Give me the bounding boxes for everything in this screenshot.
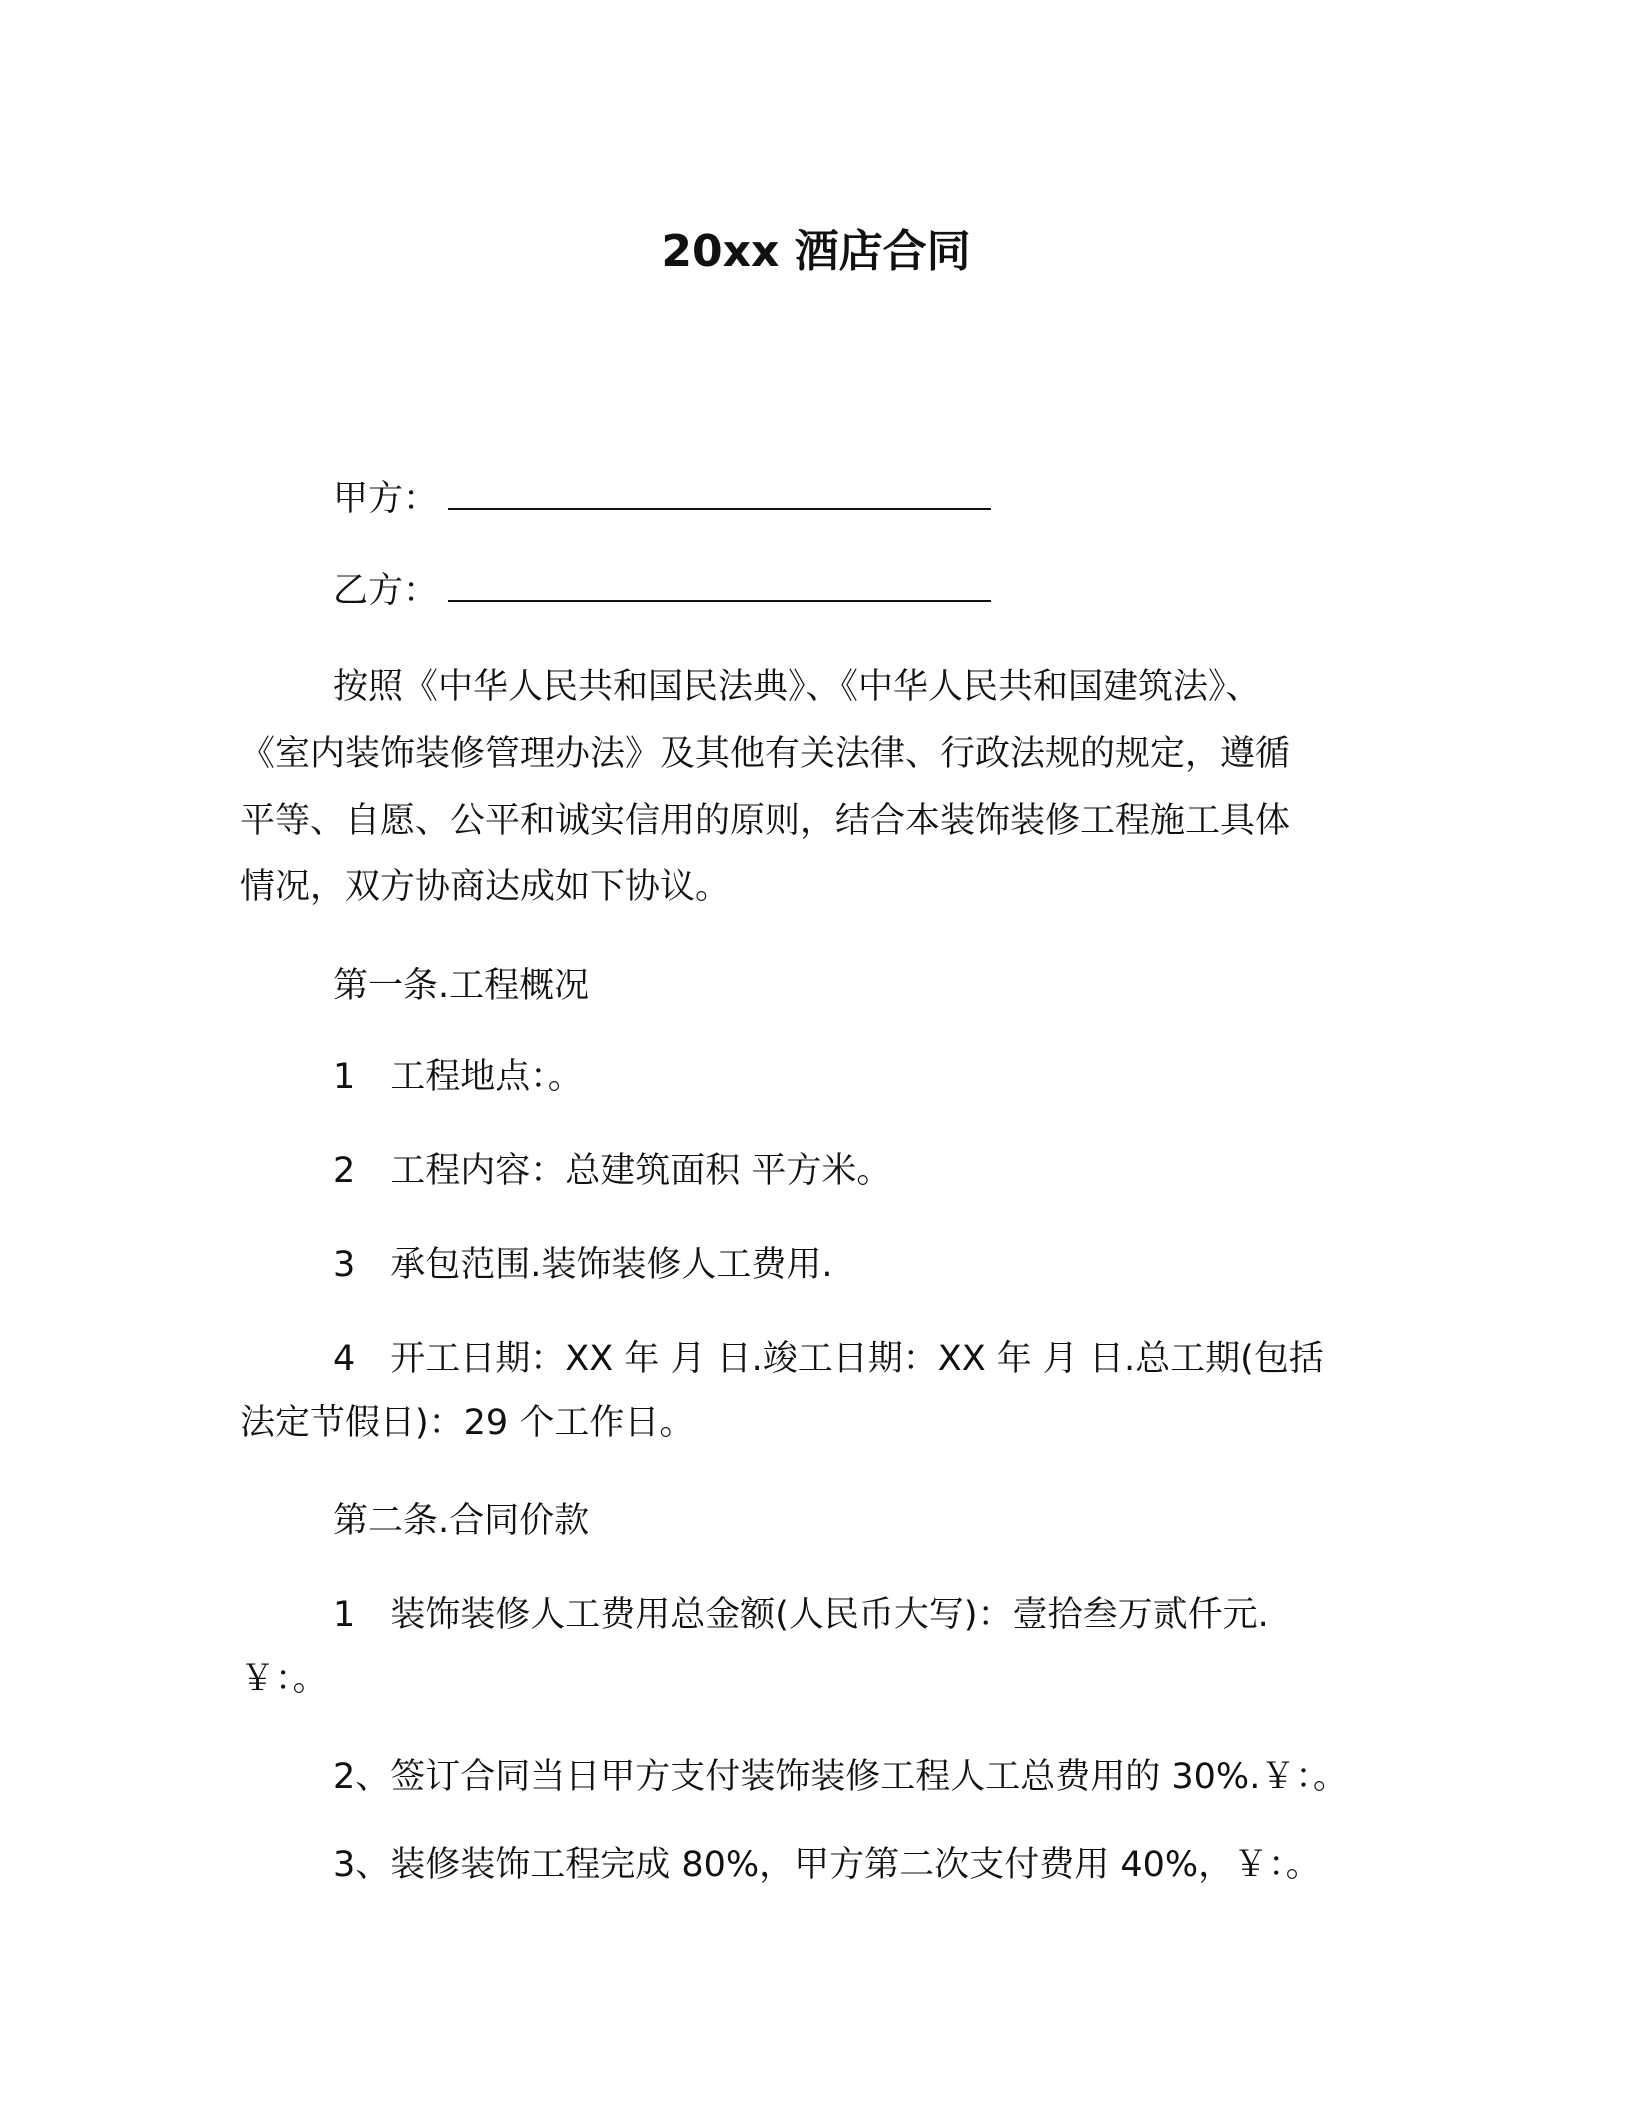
article-1-item-4-line-2: 法定节假日)：29 个工作日。 (240, 1403, 695, 1443)
party-a-blank (448, 474, 991, 510)
article-2-item-1-line-1: 1 装饰装修人工费用总金额(人民币大写)：壹拾叁万贰仟元. (333, 1595, 1269, 1635)
article-1-item-3: 3 承包范围.装饰装修人工费用. (333, 1245, 833, 1285)
party-b-label: 乙方： (333, 571, 439, 611)
article-2-item-2: 2、签订合同当日甲方支付装饰装修工程人工总费用的 30%.￥：。 (333, 1757, 1348, 1797)
preamble-line-3: 平等、自愿、公平和诚实信用的原则，结合本装饰装修工程施工具体 (240, 801, 1291, 841)
party-a-line (333, 474, 991, 524)
article-1-item-2: 2 工程内容：总建筑面积 平方米。 (333, 1151, 892, 1191)
article-1-item-4-line-1: 4 开工日期：XX 年 月 日.竣工日期：XX 年 月 日.总工期(包括 (333, 1339, 1324, 1379)
preamble-line-2: 《室内装饰装修管理办法》及其他有关法律、行政法规的规定，遵循 (240, 734, 1291, 774)
article-2-item-1-line-2: ￥：。 (240, 1659, 328, 1699)
party-a-label: 甲方： (333, 479, 439, 519)
party-b-blank (448, 566, 991, 602)
article-2-item-3: 3、装修装饰工程完成 80%，甲方第二次支付费用 40%，￥：。 (333, 1845, 1321, 1885)
article-2-heading: 第二条.合同价款 (333, 1501, 590, 1541)
document-title: 20xx 酒店合同 (661, 226, 971, 277)
party-b-line (333, 566, 991, 616)
preamble-line-4: 情况，双方协商达成如下协议。 (240, 867, 731, 907)
preamble-line-1: 按照《中华人民共和国民法典》、《中华人民共和国建筑法》、 (333, 667, 1261, 707)
article-1-item-1: 1 工程地点：。 (333, 1057, 583, 1097)
article-1-heading: 第一条.工程概况 (333, 966, 590, 1006)
